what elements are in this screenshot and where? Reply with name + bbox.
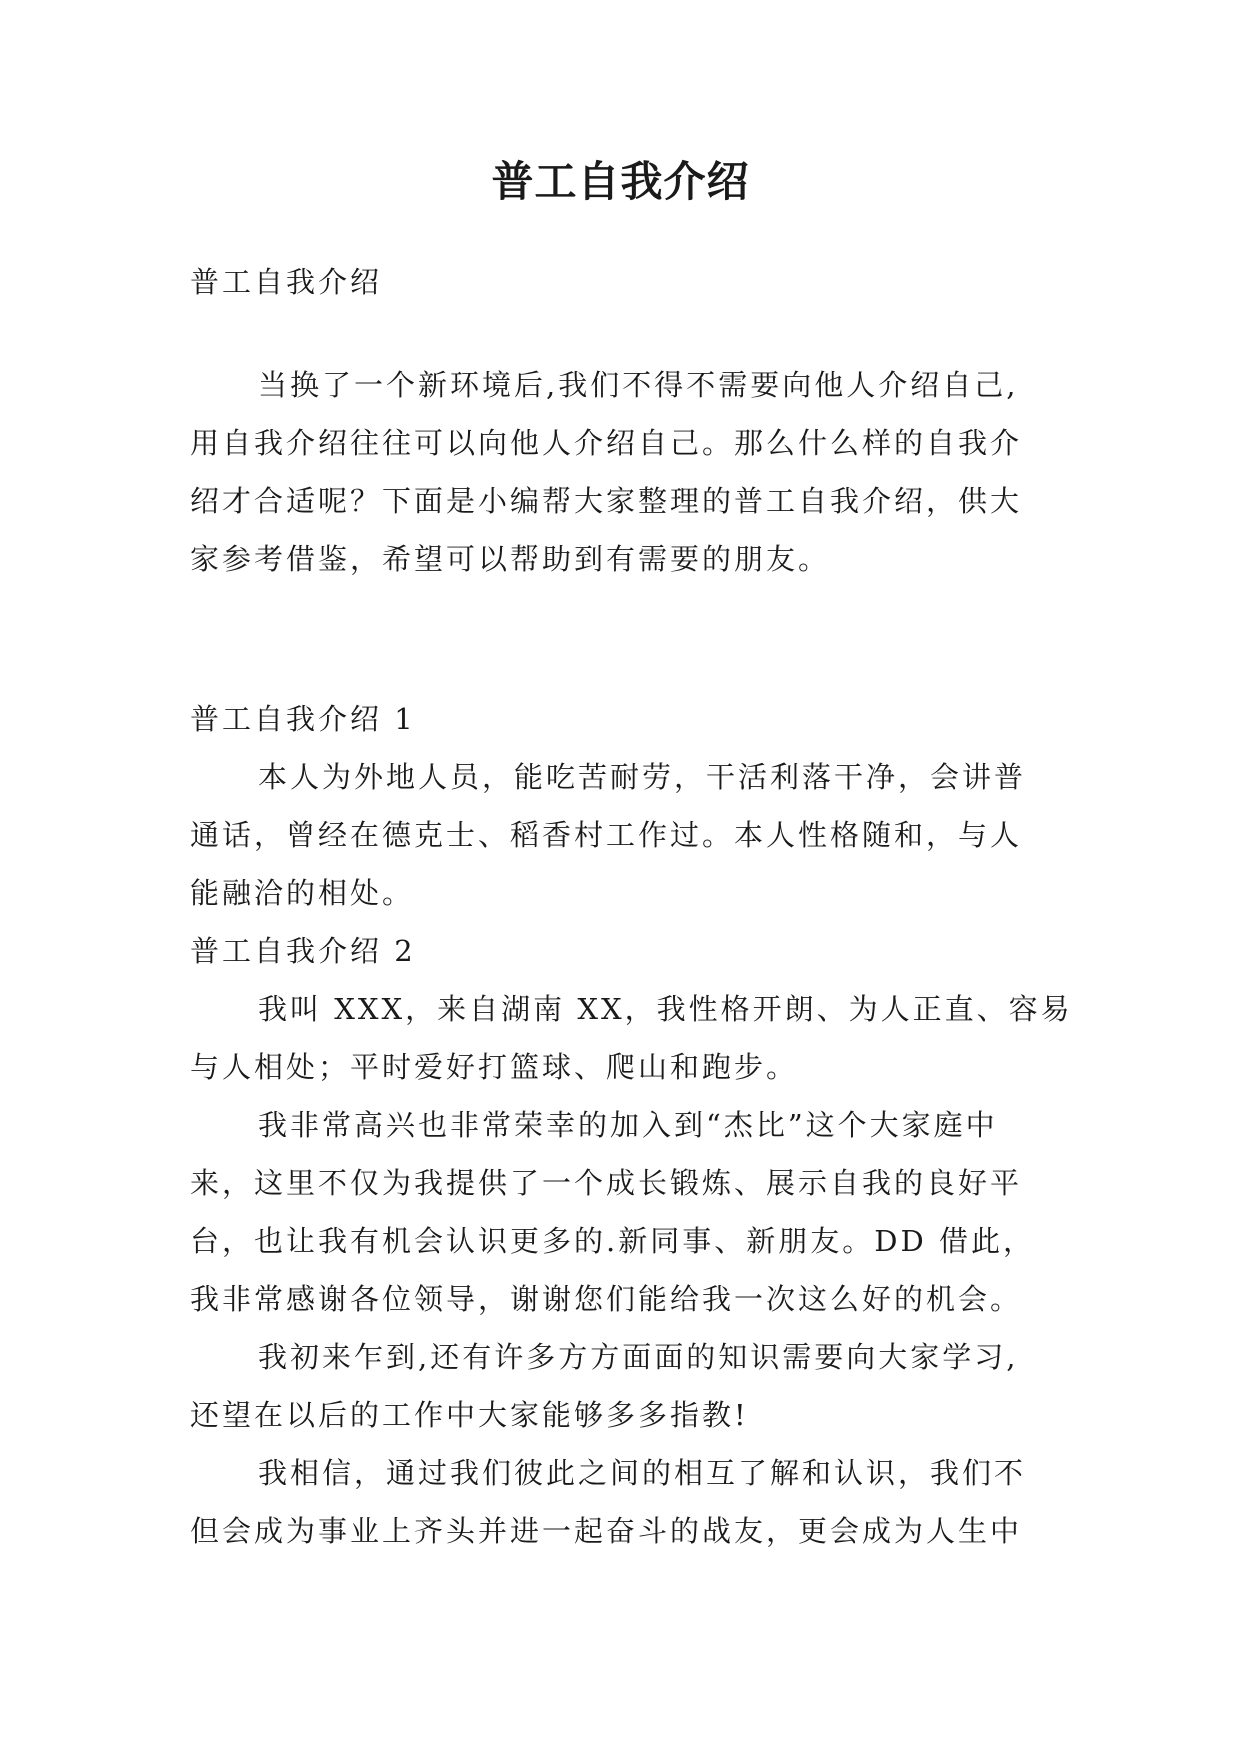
paragraph-line: 通话，曾经在德克士、稻香村工作过。本人性格随和，与人 (190, 818, 1023, 852)
paragraph-line: 还望在以后的工作中大家能够多多指教! (190, 1398, 749, 1432)
paragraph-line: 我叫 XXX，来自湖南 XX，我性格开朗、为人正直、容易 (258, 992, 1073, 1026)
paragraph-line: 我相信，通过我们彼此之间的相互了解和认识，我们不 (258, 1456, 1027, 1490)
paragraph-line: 家参考借鉴，希望可以帮助到有需要的朋友。 (190, 542, 831, 576)
paragraph-line: 用自我介绍往往可以向他人介绍自己。那么什么样的自我介 (190, 426, 1023, 460)
paragraph-line: 但会成为事业上齐头并进一起奋斗的战友，更会成为人生中 (190, 1514, 1023, 1548)
paragraph-line: 来，这里不仅为我提供了一个成长锻炼、展示自我的良好平 (190, 1166, 1023, 1200)
paragraph-line: 与人相处；平时爱好打篮球、爬山和跑步。 (190, 1050, 799, 1084)
sections (190, 690, 1073, 1560)
document-subtitle (190, 253, 1050, 311)
paragraph-line: 本人为外地人员，能吃苦耐劳，干活利落干净，会讲普 (258, 760, 1027, 794)
intro-paragraph (190, 356, 1050, 588)
paragraph-line: 我非常高兴也非常荣幸的加入到“杰比”这个大家庭中 (258, 1108, 998, 1142)
paragraph-line: 我非常感谢各位领导，谢谢您们能给我一次这么好的机会。 (190, 1282, 1023, 1316)
paragraph-line: 当换了一个新环境后,我们不得不需要向他人介绍自己, (258, 368, 1019, 402)
subtitle-text: 普工自我介绍 (190, 265, 383, 299)
paragraph-line: 我初来乍到,还有许多方方面面的知识需要向大家学习, (258, 1340, 1019, 1374)
document-title: 普工自我介绍 (491, 157, 750, 206)
section-heading: 普工自我介绍 2 (190, 934, 416, 968)
paragraph-line: 台，也让我有机会认识更多的.新同事、新朋友。DD 借此， (190, 1224, 1035, 1258)
paragraph-line: 能融洽的相处。 (190, 876, 415, 910)
section-heading: 普工自我介绍 1 (190, 702, 416, 736)
paragraph-line: 绍才合适呢？下面是小编帮大家整理的普工自我介绍，供大 (190, 484, 1023, 518)
